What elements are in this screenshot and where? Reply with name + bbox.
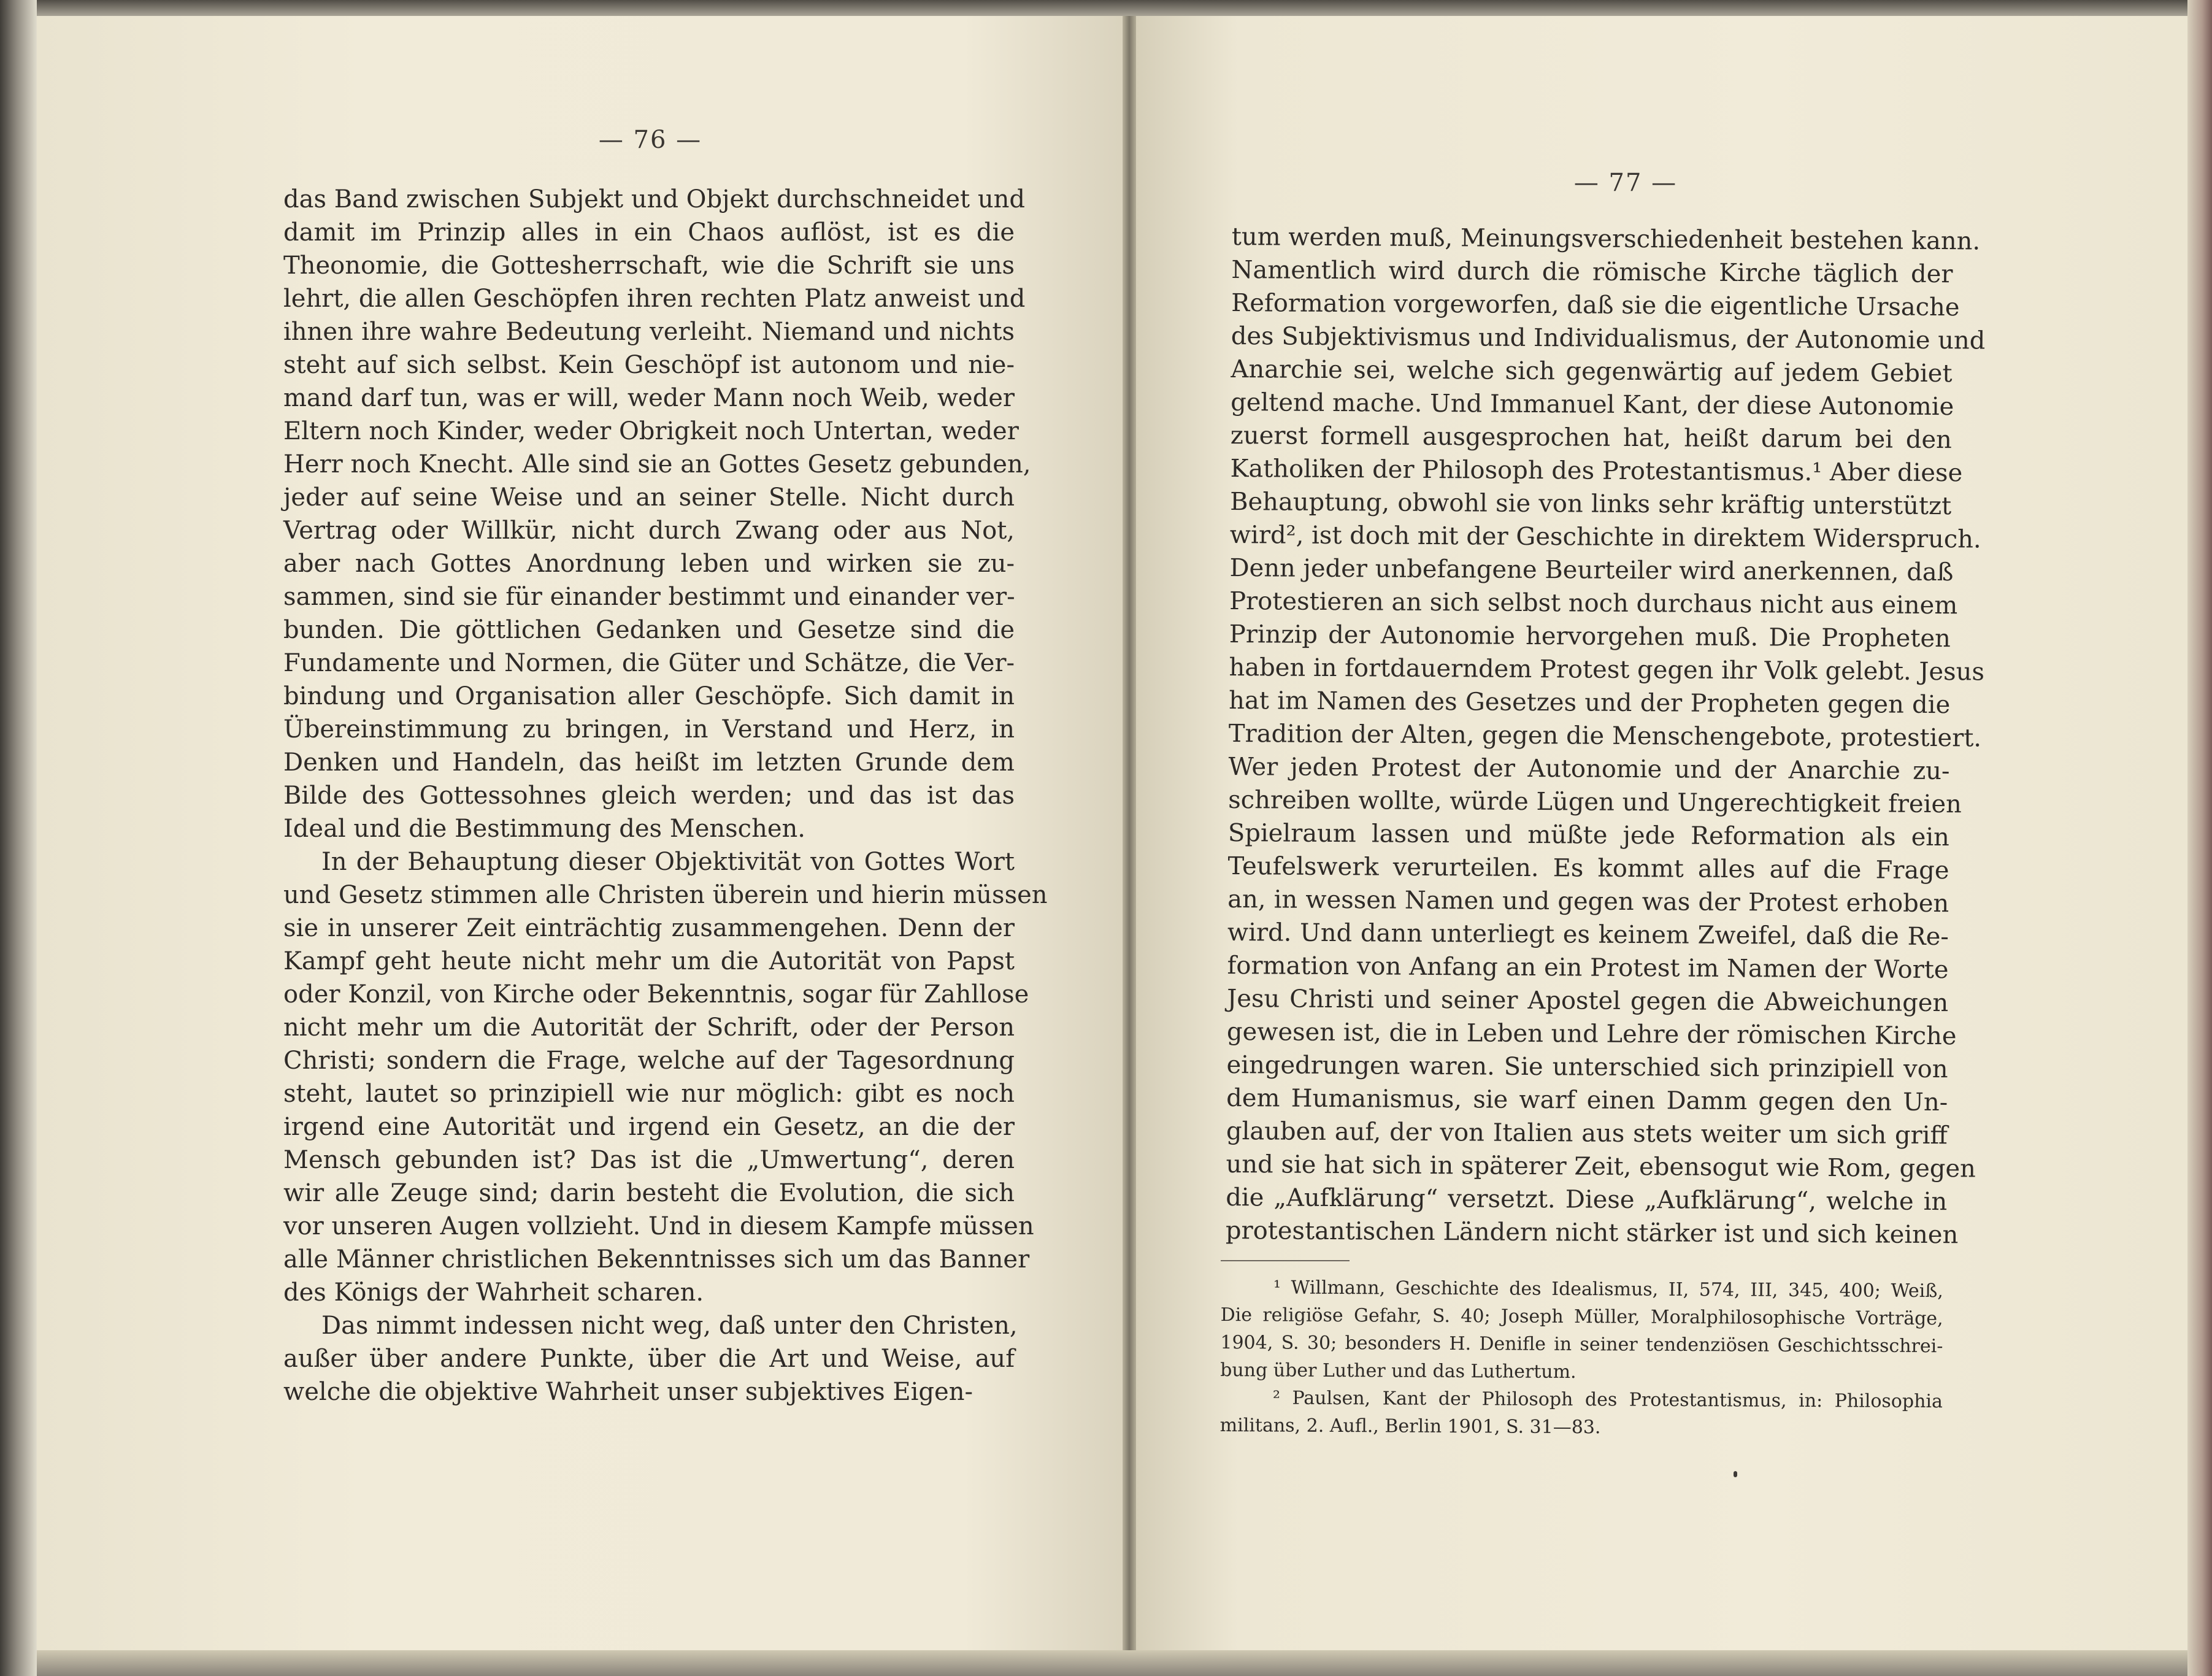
text-line: irgend eine Autorität und irgend ein Gesetz, an die der [283,1113,1015,1141]
text-line: lehrt, die allen Geschöpfen ihren rechten Platz anweist und [283,285,1026,313]
text-line: geltend mache. Und Immanuel Kant, der diese Autonomie [1231,388,1954,421]
text-line: Denken und Handeln, das heißt im letzten Grunde dem [283,748,1015,777]
text-line: Theonomie, die Gottesherrschaft, wie die Schrift sie uns [283,252,1015,280]
text-line: steht, lautet so prinzipiell wie nur möglich: gibt es noch [283,1080,1015,1108]
text-line: die „Aufklärung“ versetzt. Diese „Aufklärung“, welche in [1226,1183,1948,1217]
text-line: Mensch gebunden ist? Das ist die „Umwertung“, deren [283,1146,1015,1174]
text-line: Eltern noch Kinder, weder Obrigkeit noch Untertan, weder [283,417,1019,445]
text-line: Christi; sondern die Frage, welche auf der Tagesordnung [283,1047,1015,1075]
text-line: aber nach Gottes Anordnung leben und wirken sie zu- [283,550,1015,578]
footnote-line: 1904, S. 30; besonders H. Denifle in seiner tendenziösen Geschichtsschrei- [1220,1331,1943,1358]
text-line: außer über andere Punkte, über die Art und Weise, auf [283,1345,1015,1373]
text-line: Anarchie sei, welche sich gegenwärtig auf jedem Gebiet [1231,355,1953,388]
book-left-edge [0,0,37,1676]
footnote-line: ² Paulsen, Kant der Philosoph des Protestantismus, in: Philosophia [1272,1387,1943,1413]
text-line: Das nimmt indessen nicht weg, daß unter den Christen, [321,1312,1018,1340]
text-line: tum werden muß, Meinungsverschiedenheit bestehen kann. [1231,222,1981,256]
text-line: Katholiken der Philosoph des Protestantismus.¹ Aber diese [1230,454,1963,488]
text-line: damit im Prinzip alles in ein Chaos auflöst, ist es die [283,218,1015,247]
text-line: sammen, sind sie für einander bestimmt und einander ver- [283,583,1015,611]
text-line: wird², ist doch mit der Geschichte in direktem Widerspruch. [1229,520,1981,554]
text-line: und sie hat sich in späterer Zeit, ebensogut wie Rom, gegen [1226,1150,1976,1183]
text-line: Übereinstimmung zu bringen, in Verstand und Herz, in [283,715,1015,744]
left-text-column [283,183,1048,1416]
text-line: Behauptung, obwohl sie von links sehr kräftig unterstützt [1230,487,1952,521]
text-line: schreiben wollte, würde Lügen und Ungerechtigkeit freien [1228,785,1962,819]
text-line: welche die objektive Wahrheit unser subjektives Eigen- [283,1378,973,1406]
text-line: des Königs der Wahrheit scharen. [283,1278,704,1307]
text-line: Teufelswerk verurteilen. Es kommt alles auf die Frage [1227,851,1949,885]
text-line: Vertrag oder Willkür, nicht durch Zwang oder aus Not, [283,517,1015,545]
text-line: sie in unserer Zeit einträchtig zusammengehen. Denn der [283,914,1015,942]
text-line: Fundamente und Normen, die Güter und Schätze, die Ver- [283,649,1015,677]
right-text-column [1225,220,1986,1255]
text-line: Spielraum lassen und müßte jede Reformation als ein [1227,818,1950,852]
text-line: Reformation vorgeworfen, daß sie die eigentliche Ursache [1231,288,1960,322]
text-line: formation von Anfang an ein Protest im Namen der Worte [1227,951,1949,985]
text-line: Herr noch Knecht. Alle sind sie an Gottes Gesetz gebunden, [283,450,1031,479]
text-line: Wer jeden Protest der Autonomie und der Anarchie zu- [1228,752,1950,786]
text-line: vor unseren Augen vollzieht. Und in diesem Kampfe müssen [283,1212,1034,1240]
footnote-line: Die religiöse Gefahr, S. 40; Joseph Müller, Moralphilosophische Vorträge, [1220,1304,1943,1330]
text-line: protestantischen Ländern nicht stärker ist und sich keinen [1225,1216,1959,1250]
text-line: oder Konzil, von Kirche oder Bekenntnis, sogar für Zahllose [283,980,1029,1009]
book-gutter [1123,16,1136,1667]
text-line: steht auf sich selbst. Kein Geschöpf ist autonom und nie- [283,351,1015,379]
text-line: des Subjektivismus und Individualismus, der Autonomie und [1231,321,1986,355]
text-line: glauben auf, der von Italien aus stets weiter um sich griff [1226,1117,1948,1150]
footnote-line: ¹ Willmann, Geschichte des Idealismus, II, 574, III, 345, 400; Weiß, [1273,1277,1943,1302]
book-bottom-edge [37,1650,2187,1676]
text-line: wir alle Zeuge sind; darin besteht die Evolution, die sich [283,1179,1015,1207]
footnotes [1219,1274,1943,1461]
book-right-edge [2187,0,2212,1676]
text-line: wird. Und dann unterliegt es keinem Zweifel, daß die Re- [1227,918,1949,951]
text-line: das Band zwischen Subjekt und Objekt durchschneidet und [283,185,1025,213]
text-line: Jesu Christi und seiner Apostel gegen die Abweichungen [1227,984,1949,1018]
footnote-line: militans, 2. Aufl., Berlin 1901, S. 31—83. [1219,1414,1601,1439]
text-line: dem Humanismus, sie warf einen Damm gegen den Un- [1226,1083,1948,1117]
text-line: Tradition der Alten, gegen die Menschengebote, protestiert. [1228,719,1982,753]
text-line: Bilde des Gottessohnes gleich werden; und das ist das [283,782,1015,810]
text-line: mand darf tun, was er will, weder Mann noch Weib, weder [283,384,1015,412]
footnote-separator [1221,1260,1350,1261]
text-line: bunden. Die göttlichen Gedanken und Gesetze sind die [283,616,1015,644]
text-line: gewesen ist, die in Leben und Lehre der römischen Kirche [1226,1017,1957,1051]
footnote-line: bung über Luther und das Luthertum. [1220,1359,1576,1383]
text-line: Kampf geht heute nicht mehr um die Autorität von Papst [283,947,1015,975]
text-line: an, in wessen Namen und gegen was der Protest erhoben [1227,885,1949,918]
text-line: Namentlich wird durch die römische Kirche täglich der [1231,255,1953,289]
text-line: Denn jeder unbefangene Beurteiler wird anerkennen, daß [1229,553,1954,587]
text-line: zuerst formell ausgesprochen hat, heißt darum bei den [1230,421,1952,455]
text-line: alle Männer christlichen Bekenntnisses sich um das Banner [283,1245,1030,1274]
text-line: nicht mehr um die Autorität der Schrift, oder der Person [283,1013,1015,1042]
text-line: Ideal und die Bestimmung des Menschen. [283,815,805,843]
text-line: ihnen ihre wahre Bedeutung verleiht. Niemand und nichts [283,318,1015,346]
text-line: haben in fortdauerndem Protest gegen ihr Volk gelebt. Jesus [1229,653,1985,686]
right-page-number: — 77 — [1573,169,1678,197]
text-line: Protestieren an sich selbst noch durchaus nicht aus einem [1229,586,1958,620]
text-line: eingedrungen waren. Sie unterschied sich prinzipiell von [1226,1050,1948,1084]
left-page-number: — 76 — [598,126,702,154]
text-line: jeder auf seine Weise und an seiner Stelle. Nicht durch [283,483,1015,512]
book-top-edge [37,0,2212,16]
page-speck [1734,1471,1737,1477]
text-line: und Gesetz stimmen alle Christen überein und hierin müssen [283,881,1048,909]
text-line: hat im Namen des Gesetzes und der Propheten gegen die [1229,686,1951,720]
text-line: Prinzip der Autonomie hervorgehen muß. Die Propheten [1229,620,1951,653]
text-line: In der Behauptung dieser Objektivität von Gottes Wort [321,848,1015,876]
text-line: bindung und Organisation aller Geschöpfe. Sich damit in [283,682,1015,710]
